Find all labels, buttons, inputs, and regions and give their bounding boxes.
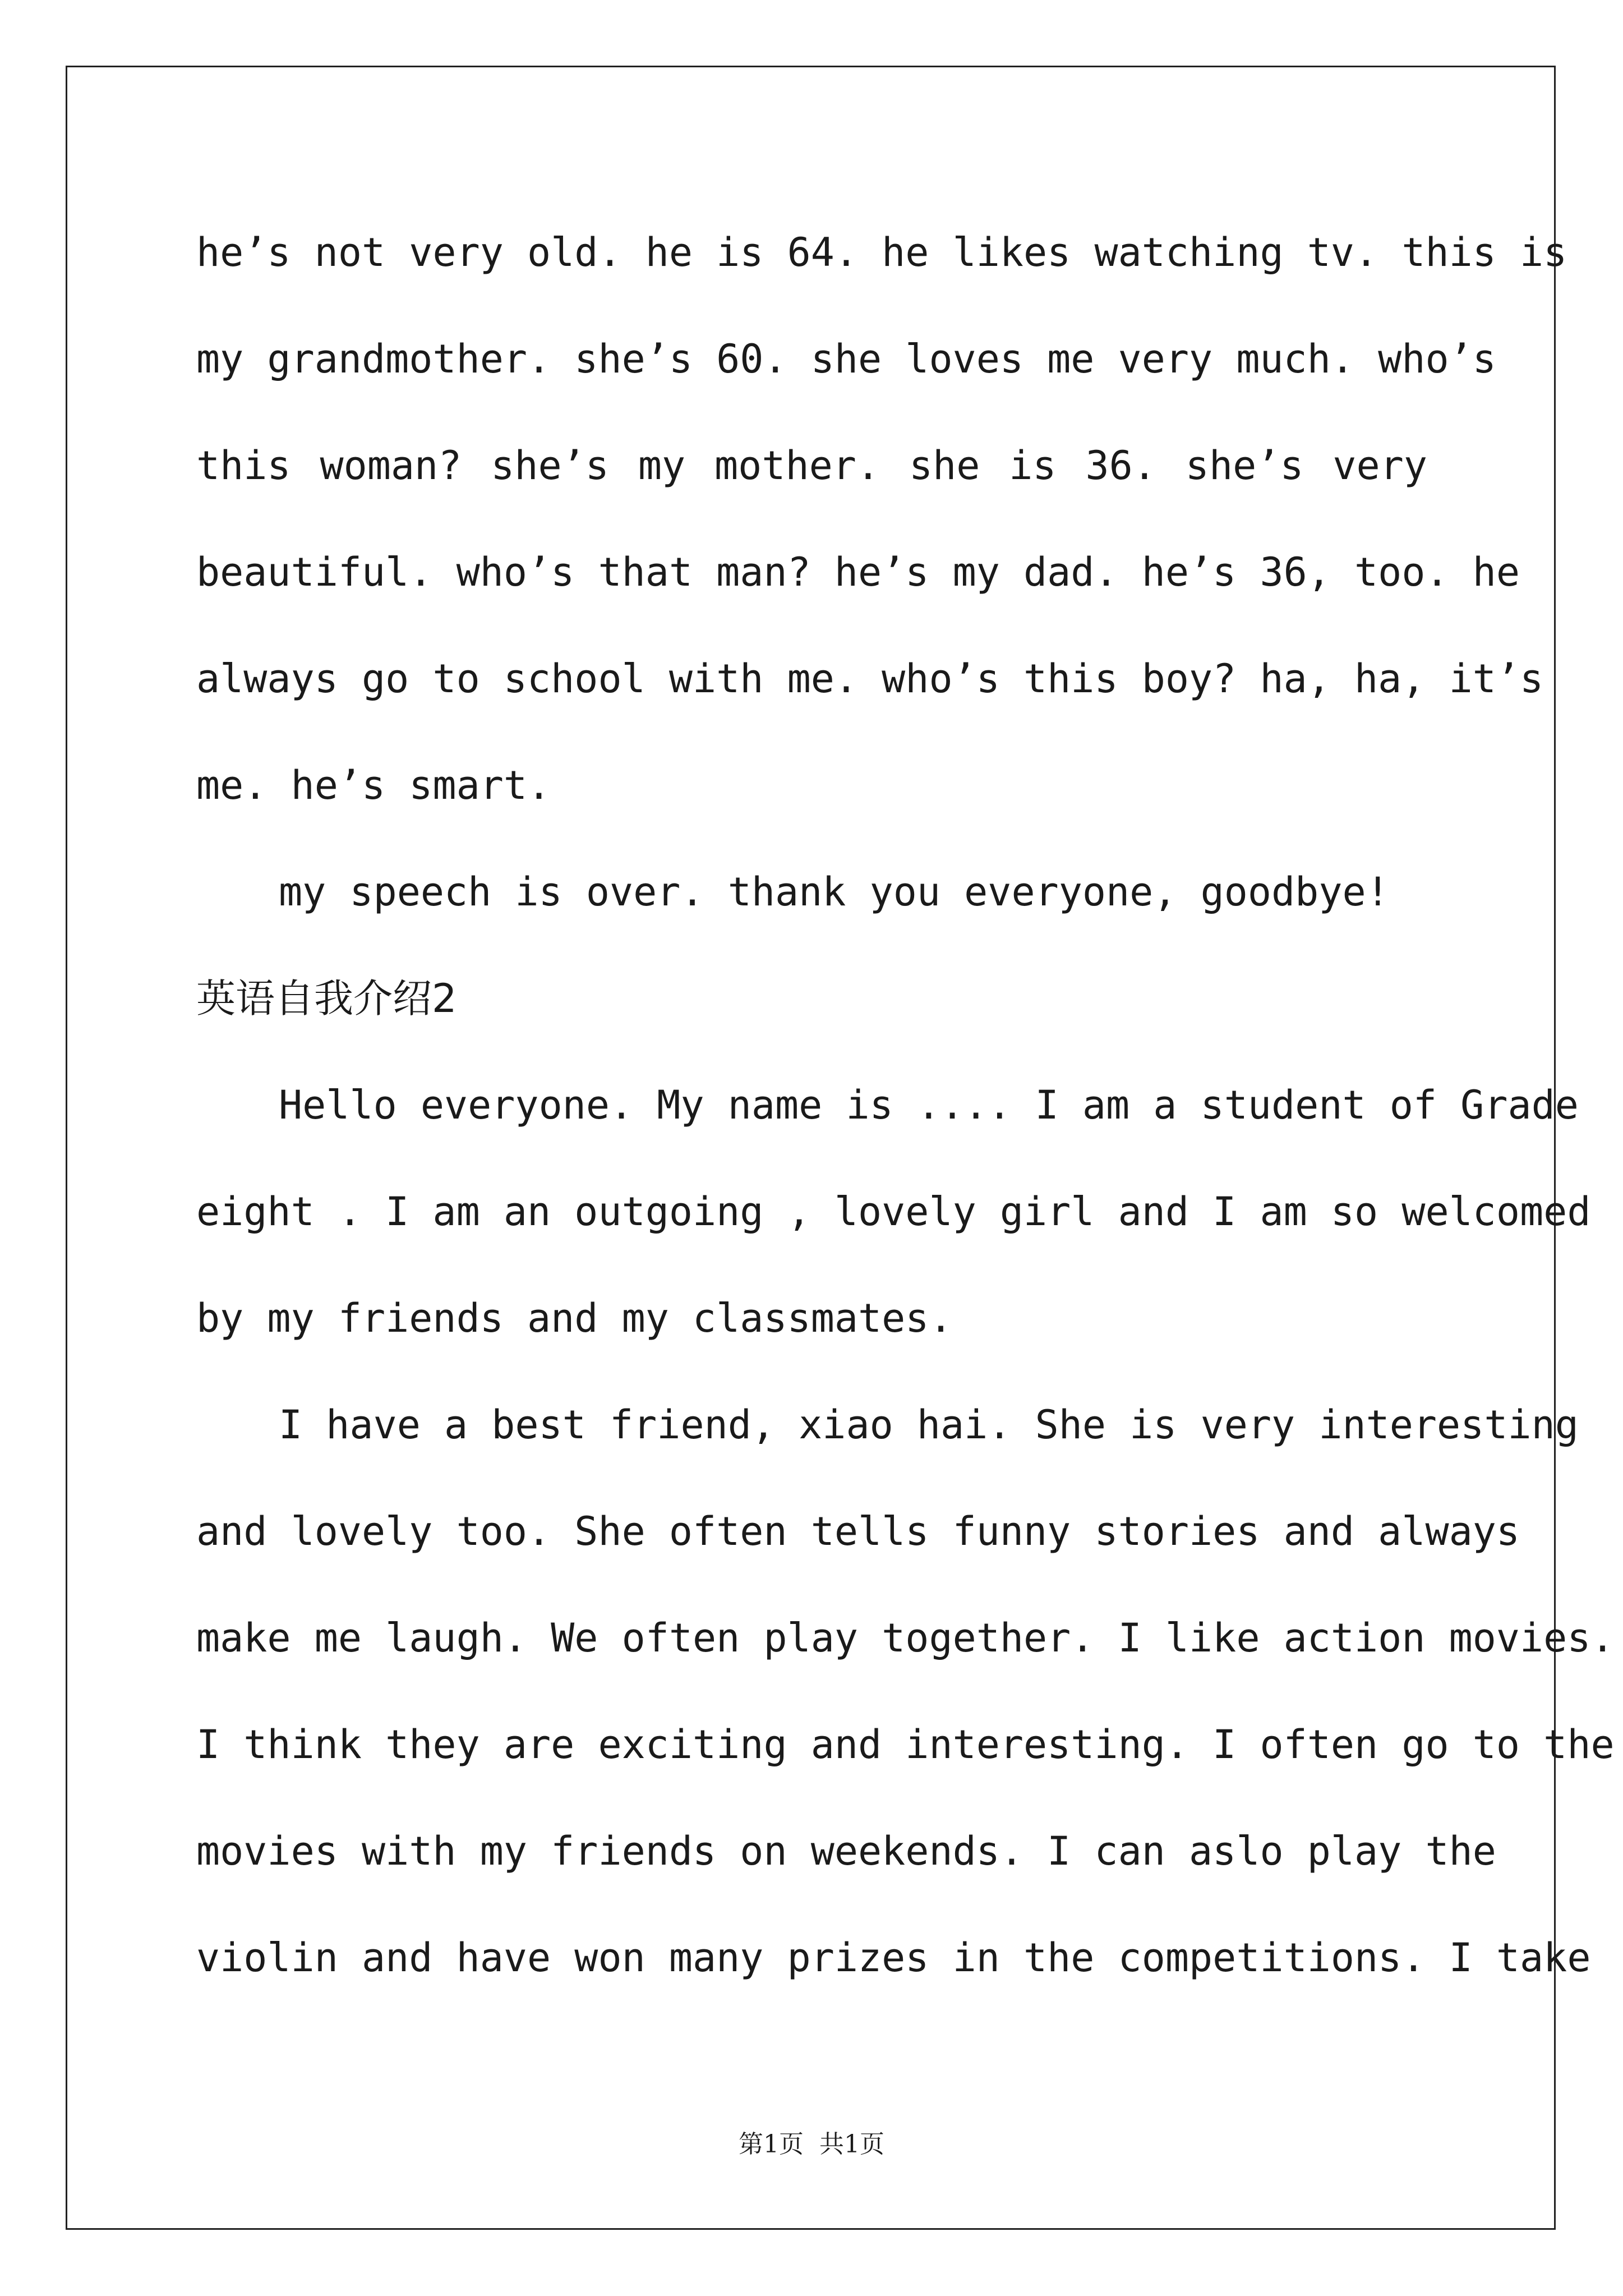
- text-line: beautiful. who’s that man? he’s my dad. he’s 36, too. he: [196, 549, 1520, 595]
- page-number-footer: 第1页 共1页: [739, 2130, 884, 2159]
- text-line: eight . I am an outgoing , lovely girl and I am so welcomed: [196, 1189, 1591, 1235]
- text-line: and lovely too. She often tells funny stories and always: [196, 1508, 1520, 1554]
- text-line: he’s not very old. he is 64. he likes watching tv. this is: [196, 229, 1567, 275]
- text-line: I think they are exciting and interesting. I often go to the: [196, 1722, 1615, 1768]
- text-line: I have a best friend, xiao hai. She is very interesting: [279, 1402, 1579, 1448]
- text-line: by my friends and my classmates.: [196, 1295, 953, 1341]
- text-line: always go to school with me. who’s this boy? ha, ha, it’s: [196, 656, 1544, 702]
- page-border: [66, 66, 1615, 2230]
- text-line: Hello everyone. My name is .... I am a student of Grade: [279, 1082, 1579, 1128]
- text-line: my speech is over. thank you everyone, goodbye!: [279, 869, 1390, 915]
- text-line: make me laugh. We often play together. I like action movies.: [196, 1615, 1615, 1661]
- text-line: my grandmother. she’s 60. she loves me very much. who’s: [196, 336, 1496, 382]
- text-line: me. he’s smart.: [196, 762, 551, 808]
- text-line: this woman? she’s my mother. she is 36. she’s very: [196, 443, 1427, 489]
- text-line: violin and have won many prizes in the competitions. I take: [196, 1935, 1591, 1981]
- text-line: movies with my friends on weekends. I can aslo play the: [196, 1828, 1496, 1874]
- section-heading: 英语自我介绍2: [196, 976, 457, 1022]
